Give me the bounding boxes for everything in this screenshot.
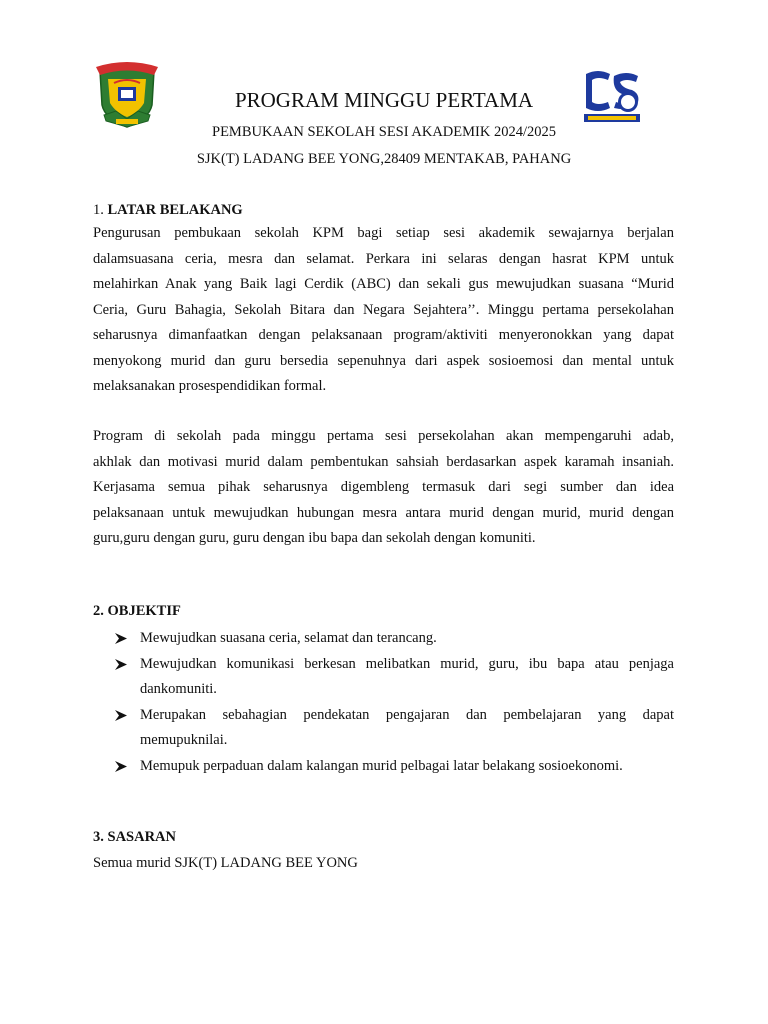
paragraph-line: Kerjasama semua pihak seharusnya digembleng termasuk dari segi sumber dan idea [93, 479, 674, 495]
paragraph-line: pelaksanaan untuk mewujudkan hubungan mesra antara murid dengan murid, murid dengan [93, 504, 674, 521]
paragraph-line: Ceria, Guru Bahagia, Sekolah Bitara dan Negara Sejahtera’’. Minggu pertama persekolahan [93, 301, 674, 318]
list-item-text: Mewujudkan komunikasi berkesan melibatkan murid, guru, ibu bapa atau penjaga [140, 655, 674, 672]
section-3-heading [93, 827, 176, 847]
section-1-heading [93, 200, 243, 220]
paragraph-line: menyokong murid dan guru bersedia sepenuhnya dari aspek sosioemosi dan mental untuk [93, 352, 674, 369]
list-item [113, 703, 674, 754]
section-2-title: 2. OBJEKTIF [93, 603, 181, 619]
arrowhead-bullet-icon [115, 633, 127, 644]
arrowhead-bullet-icon [115, 761, 127, 772]
subtitle-session: PEMBUKAAN SEKOLAH SESI AKADEMIK 2024/2025 [212, 124, 556, 140]
section-2-heading [93, 601, 181, 621]
paragraph-line: melaksanakan prosespendidikan formal. [93, 378, 327, 394]
section-1-paragraph-2 [93, 424, 674, 552]
subtitle-school: SJK(T) LADANG BEE YONG,28409 MENTAKAB, PAHANG [196, 151, 572, 167]
section-3-title: 3. SASARAN [93, 829, 176, 845]
paragraph-line: Program di sekolah pada minggu pertama sesi persekolahan akan mempengaruhi adab, [93, 428, 674, 444]
objectives-list [113, 626, 674, 779]
list-item-text: Merupakan sebahagian pendekatan pengajaran dan pembelajaran yang dapat [140, 706, 674, 723]
section-3-text: Semua murid SJK(T) LADANG BEE YONG [93, 855, 358, 871]
page-title: PROGRAM MINGGU PERTAMA [234, 88, 534, 112]
paragraph-line: guru,guru dengan guru, guru dengan ibu bapa dan sekolah dengan komuniti. [93, 530, 536, 546]
arrowhead-bullet-icon [115, 710, 127, 721]
paragraph-line: Pengurusan pembukaan sekolah KPM bagi setiap sesi akademik sewajarnya berjalan [93, 225, 674, 241]
paragraph-line: dalamsuasana ceria, mesra dan selamat. Perkara ini selaras dengan hasrat KPM untuk [93, 250, 674, 267]
list-item [113, 626, 674, 652]
section-1-title: LATAR BELAKANG [107, 202, 243, 218]
list-item-text: Mewujudkan suasana ceria, selamat dan terancang. [140, 630, 437, 646]
paragraph-line: seharusnya dimanfaatkan dengan pelaksanaan program/aktiviti menyeronokkan yang dapat [93, 327, 674, 343]
paragraph-line: akhlak dan motivasi murid dalam pembentukan sahsiah berdasarkan aspek karamah insaniah. [93, 453, 674, 470]
list-item [113, 754, 674, 780]
list-item-text: memupuknilai. [140, 732, 228, 748]
section-1-paragraph-1 [93, 221, 674, 400]
section-1-number: 1. [93, 202, 104, 218]
list-item-text: Memupuk perpaduan dalam kalangan murid pelbagai latar belakang sosioekonomi. [140, 757, 623, 774]
list-item-text: dankomuniti. [140, 681, 217, 697]
list-item [113, 652, 674, 703]
paragraph-line: melahirkan Anak yang Baik lagi Cerdik (ABC) dan sekali gus mewujudkan suasana “Murid [93, 276, 674, 292]
arrowhead-bullet-icon [115, 659, 127, 670]
